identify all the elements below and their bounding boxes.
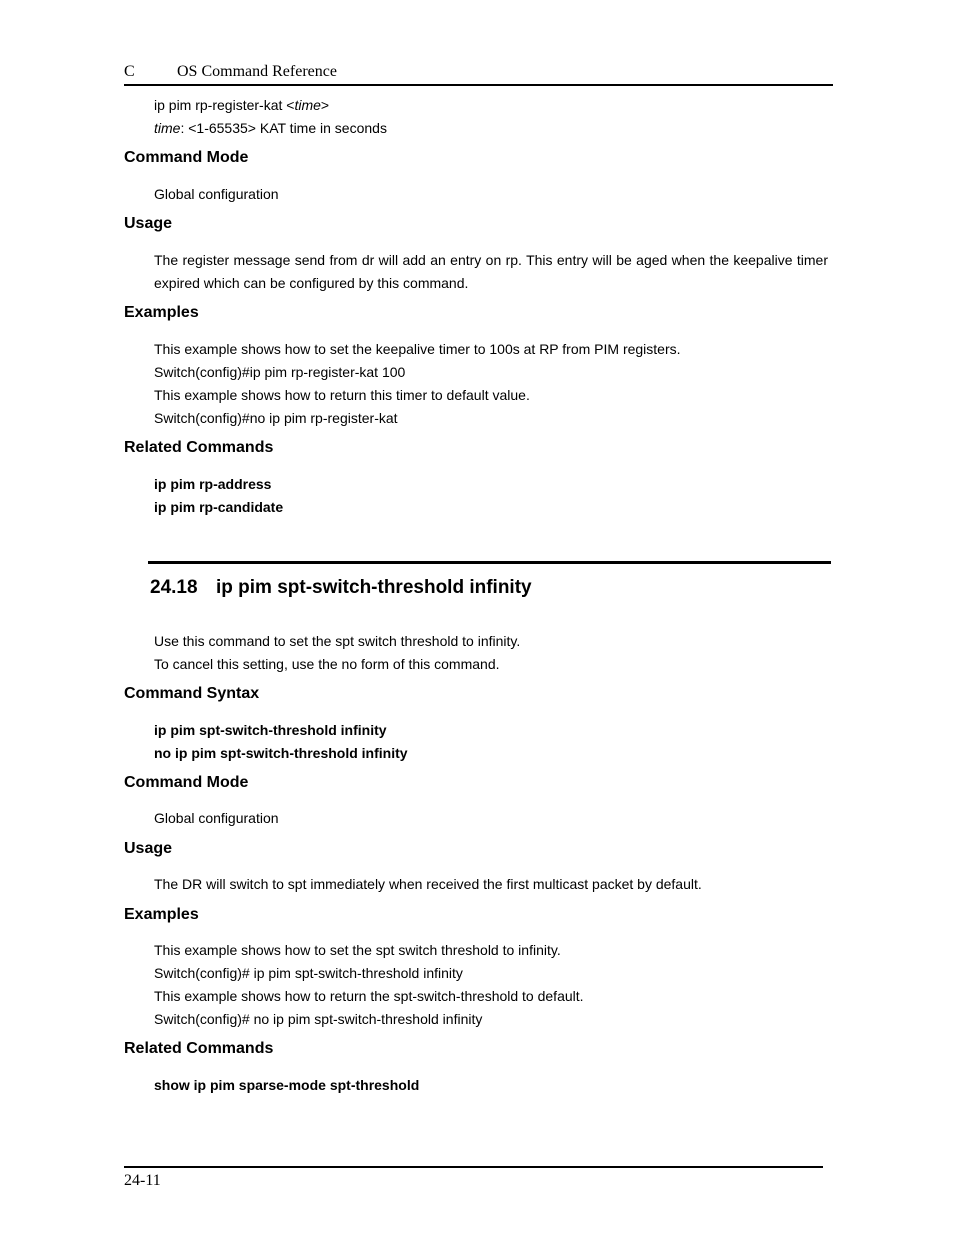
- heading-command-mode: Command Mode: [124, 149, 249, 166]
- example-line: Switch(config)#no ip pim rp-register-kat: [154, 410, 398, 426]
- heading-examples: Examples: [124, 906, 199, 923]
- footer-rule: [124, 1166, 823, 1168]
- heading-examples: Examples: [124, 304, 199, 321]
- syntax-line: [154, 94, 329, 117]
- related-command: ip pim rp-candidate: [154, 499, 284, 515]
- page-number: 24-11: [124, 1172, 161, 1189]
- header-rule: [124, 84, 833, 86]
- syntax-param: time: [294, 97, 321, 113]
- example-line: Switch(config)#ip pim rp-register-kat 100: [154, 364, 406, 380]
- heading-related-commands: Related Commands: [124, 1040, 274, 1057]
- section-number: 24.18: [150, 577, 198, 598]
- usage-text: The DR will switch to spt immediately when received the first multicast packet by default.: [154, 876, 702, 892]
- example-line: Switch(config)# no ip pim spt-switch-threshold infinity: [154, 1011, 483, 1027]
- section-title: [150, 577, 532, 599]
- mode-text: Global configuration: [154, 810, 279, 826]
- syntax-suffix: >: [320, 97, 330, 113]
- header-title: OS Command Reference: [177, 63, 337, 80]
- param-desc: : <1-65535> KAT time in seconds: [180, 120, 387, 136]
- mode-text: Global configuration: [154, 186, 279, 202]
- heading-related-commands: Related Commands: [124, 439, 274, 456]
- syntax-command: ip pim spt-switch-threshold infinity: [154, 722, 387, 738]
- syntax-prefix: ip pim rp-register-kat <: [154, 97, 295, 113]
- example-line: Switch(config)# ip pim spt-switch-threshold infinity: [154, 965, 463, 981]
- example-line: This example shows how to return the spt-switch-threshold to default.: [154, 988, 584, 1004]
- param-name: time: [154, 120, 181, 136]
- example-line: This example shows how to set the keepalive timer to 100s at RP from PIM registers.: [154, 341, 681, 357]
- related-command: show ip pim sparse-mode spt-threshold: [154, 1077, 420, 1093]
- example-line: This example shows how to set the spt switch threshold to infinity.: [154, 942, 561, 958]
- intro-line: Use this command to set the spt switch threshold to infinity.: [154, 633, 521, 649]
- heading-command-syntax: Command Syntax: [124, 685, 260, 702]
- example-line: This example shows how to return this timer to default value.: [154, 387, 530, 403]
- heading-usage: Usage: [124, 215, 173, 232]
- param-line: [154, 117, 387, 140]
- usage-text: The register message send from dr will add an entry on rp. This entry will be aged when the keepalive timer expired which can be configured by this command.: [154, 252, 828, 291]
- section-title-text: ip pim spt-switch-threshold infinity: [216, 577, 532, 598]
- header-chapter-letter: C: [124, 63, 135, 80]
- section-rule: [148, 561, 831, 564]
- related-command: ip pim rp-address: [154, 476, 272, 492]
- intro-line: To cancel this setting, use the no form of this command.: [154, 656, 500, 672]
- heading-usage: Usage: [124, 840, 173, 857]
- heading-command-mode: Command Mode: [124, 774, 249, 791]
- syntax-command: no ip pim spt-switch-threshold infinity: [154, 745, 408, 761]
